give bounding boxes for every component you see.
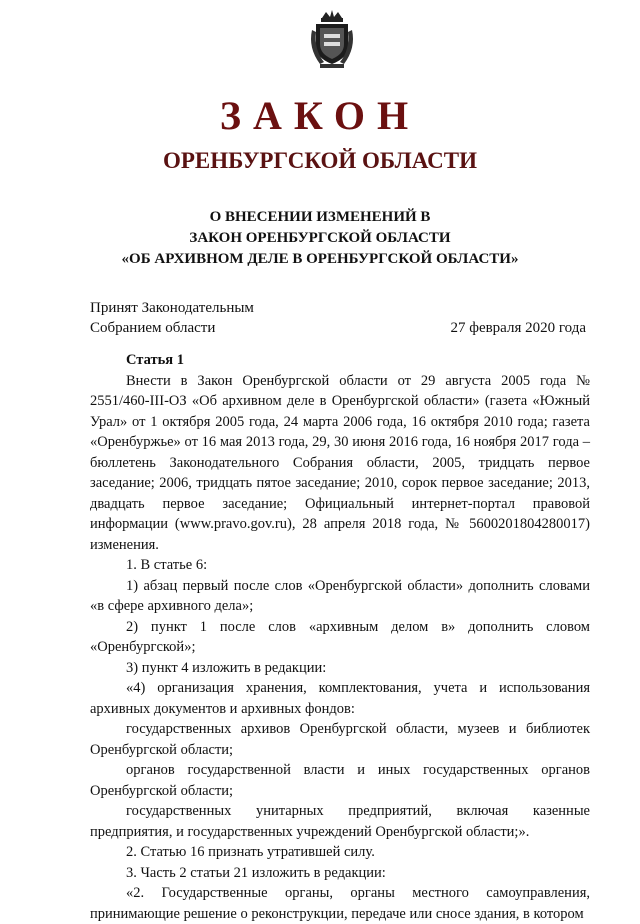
adoption-date: 27 февраля 2020 года — [450, 320, 586, 336]
quoted-paragraph: органов государственной власти и иных государственных органов Оренбургской области; — [90, 762, 590, 799]
subtitle-line: О ВНЕСЕНИИ ИЗМЕНЕНИЙ В — [209, 209, 431, 225]
quoted-paragraph: государственных архивов Оренбургской области, музеев и библиотек Оренбургской области; — [90, 721, 590, 758]
quoted-paragraph: государственных унитарных предприятий, включая казенные предприятия, и государственных учреждений Оренбургской области;». — [90, 803, 590, 840]
paragraph: 3. Часть 2 статьи 21 изложить в редакции: — [126, 864, 386, 881]
law-title: ЗАКОН — [219, 93, 421, 138]
adoption-info — [90, 298, 254, 338]
article-intro: Внести в Закон Оренбургской области от 29 августа 2005 года № 2551/460-III-ОЗ «Об архивном деле в Оренбургской области» (газета «Южный Урал» от 1 октября 2005 года, 24 марта 2006 года, 16 октября 2010 года; газета «Оренбуржье» от 16 мая 2013 года, 29, 30 июня 2016 года, 16 ноября 2017 года – бюллетень Законодательного Собрания области, 2005, тридцать первое заседание; 2006, тридцать пятое заседание; 2010, сорок первое заседание; 2013, двадцать первое заседание; Официальный интернет-портал правовой информации (www.pravo.gov.ru), 28 апреля 2018 года, № 5600201804280017) изменения. — [90, 372, 590, 553]
paragraph: 2. Статью 16 признать утратившей силу. — [126, 844, 375, 860]
article-title: Статья 1 — [126, 352, 184, 368]
subtitle-line: «ОБ АРХИВНОМ ДЕЛЕ В ОРЕНБУРГСКОЙ ОБЛАСТИ» — [121, 251, 519, 267]
paragraph: 1. В статье 6: — [126, 557, 208, 573]
law-subtitle — [0, 207, 640, 270]
quoted-paragraph: «2. Государственные органы, органы местного самоуправления, принимающие решение о реконструкции, передаче или сносе здания, в котором — [90, 885, 590, 922]
subtitle-line: ЗАКОН ОРЕНБУРГСКОЙ ОБЛАСТИ — [189, 230, 451, 246]
adoption-line-2: Собранием области — [90, 320, 216, 336]
paragraph: 3) пункт 4 изложить в редакции: — [126, 659, 327, 676]
paragraph: 1) абзац первый после слов «Оренбургской области» дополнить словами «в сфере архивного дела»; — [90, 577, 590, 614]
article-body — [90, 350, 590, 924]
adoption-line-1: Принят Законодательным — [90, 300, 254, 316]
paragraph: 2) пункт 1 после слов «архивным делом в» дополнить словом «Оренбургской»; — [90, 618, 590, 655]
coat-of-arms-emblem — [306, 8, 358, 70]
quoted-paragraph: «4) организация хранения, комплектования, учета и использования архивных документов и архивных фондов: — [90, 680, 590, 717]
region-title: ОРЕНБУРГСКОЙ ОБЛАСТИ — [162, 148, 478, 173]
